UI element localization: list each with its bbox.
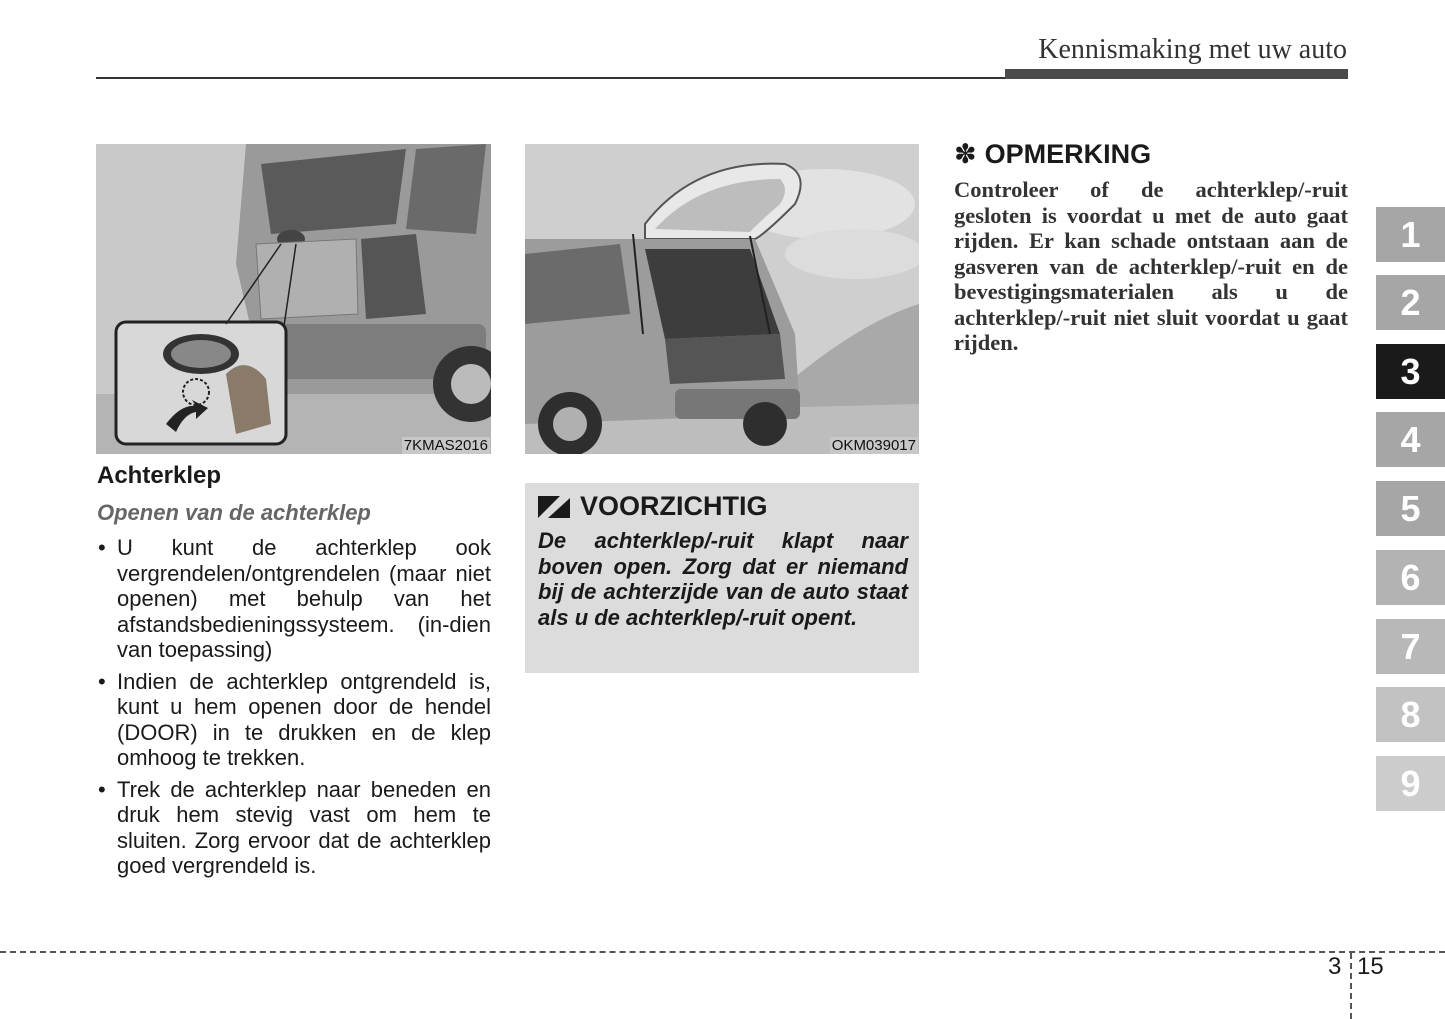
- chapter-tab-8[interactable]: 8: [1376, 687, 1445, 742]
- open-tailgate-illustration: [525, 144, 919, 454]
- chapter-tab-6[interactable]: 6: [1376, 550, 1445, 605]
- note-title: OPMERKING: [984, 139, 1152, 169]
- footer-rule: [0, 951, 1445, 953]
- footer-divider: [1350, 953, 1352, 1019]
- section-title: Achterklep: [97, 462, 222, 489]
- warning-text: De achterklep/-ruit klapt naar boven open. Zorg dat er niemand bij de achterzijde van de auto staat als u de achterklep/-ruit opent.: [538, 528, 908, 630]
- note-header: [954, 139, 1151, 170]
- chapter-tab-2[interactable]: 2: [1376, 275, 1445, 330]
- caution-icon: [538, 496, 570, 518]
- figure-code: OKM039017: [831, 437, 916, 454]
- chapter-tab-9[interactable]: 9: [1376, 756, 1445, 811]
- chapter-tab-7[interactable]: 7: [1376, 619, 1445, 674]
- page-header-title: Kennismaking met uw auto: [1038, 34, 1347, 65]
- page-number: 15: [1357, 953, 1384, 980]
- warning-header: [538, 491, 908, 522]
- asterisk-icon: ✽: [954, 139, 977, 169]
- tailgate-handle-illustration: [96, 144, 491, 454]
- chapter-tab-4[interactable]: 4: [1376, 412, 1445, 467]
- header-rule-accent: [1005, 69, 1348, 79]
- chapter-tab-5[interactable]: 5: [1376, 481, 1445, 536]
- instruction-list: [97, 535, 491, 885]
- header-rule: [96, 77, 1006, 79]
- figure-open-tailgate: [525, 144, 919, 454]
- chapter-tab-1[interactable]: 1: [1376, 207, 1445, 262]
- list-item: • U kunt de achterklep ook vergrendelen/ontgrendelen (maar niet openen) met behulp van het afstandsbedieningssysteem. (in-dien van toepassing): [97, 535, 491, 663]
- warning-box: [525, 483, 919, 673]
- subsection-title: Openen van de achterklep: [97, 500, 371, 525]
- list-item: • Trek de achterklep naar beneden en druk hem stevig vast om hem te sluiten. Zorg ervoor dat de achterklep goed vergrendeld is.: [97, 777, 491, 879]
- page-chapter-number: 3: [1328, 953, 1342, 980]
- chapter-tab-3[interactable]: 3: [1376, 344, 1445, 399]
- figure-tailgate-handle: [96, 144, 491, 454]
- list-item: • Indien de achterklep ontgrendeld is, kunt u hem openen door de hendel (DOOR) in te drukken en de klep omhoog te trekken.: [97, 669, 491, 771]
- note-text: Controleer of de achterklep/-ruit gesloten is voordat u met de auto gaat rijden. Er kan schade ontstaan aan de gasveren van de achterklep/-ruit en de bevestigingsmaterialen als u de achterklep/-ruit niet sluit voordat u gaat rijden.: [954, 177, 1348, 355]
- figure-code: 7KMAS2016: [403, 437, 488, 454]
- warning-title: VOORZICHTIG: [580, 491, 768, 521]
